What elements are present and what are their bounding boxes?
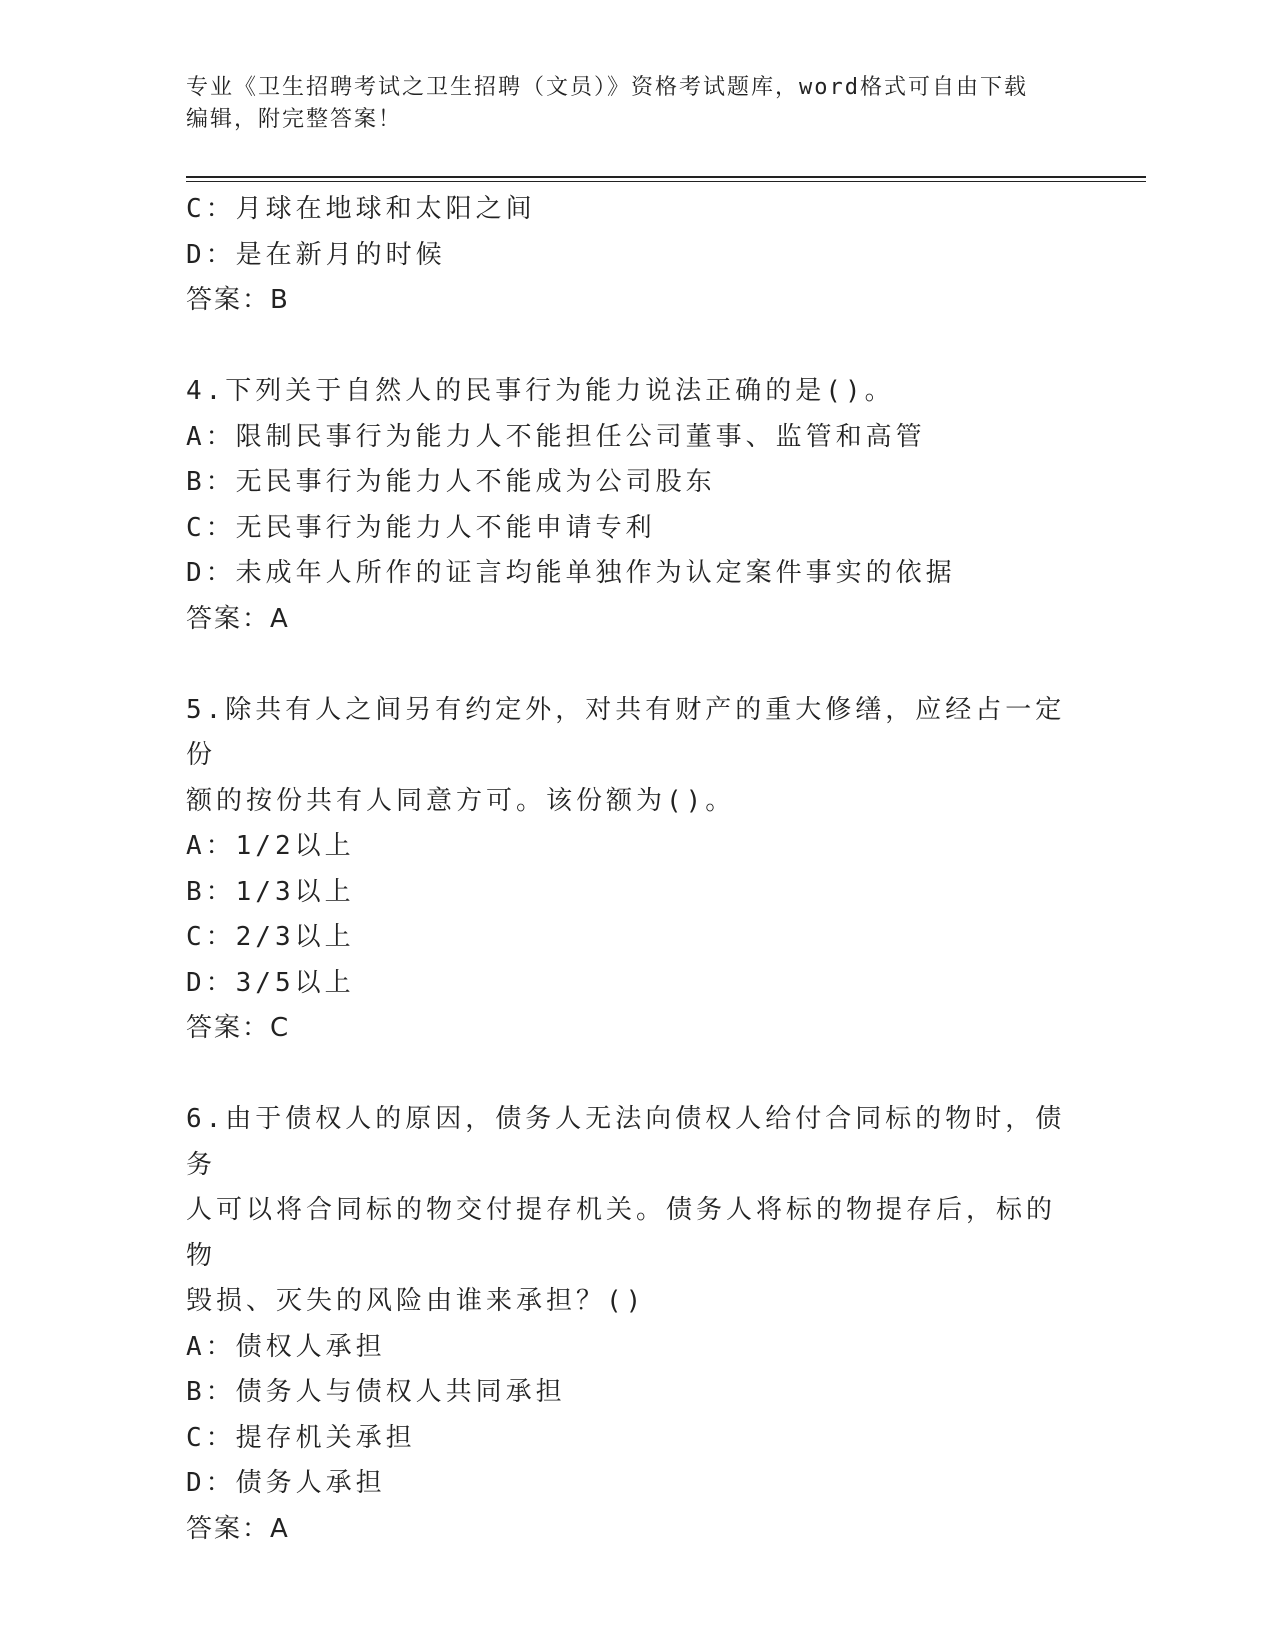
option-d: D：债务人承担 (186, 1468, 386, 1498)
question-text-line-2: 额的按份共有人同意方可。该份额为()。 (186, 785, 736, 816)
question-6 (186, 1097, 1066, 1552)
header-rule-thin (186, 181, 1146, 182)
question-3-tail (186, 187, 1066, 324)
option-c: C：月球在地球和太阳之间 (186, 194, 536, 224)
option-c: C：提存机关承担 (186, 1422, 416, 1453)
header-line-2: 编辑，附完整答案！ (186, 107, 403, 132)
option-a: A：1/2以上 (186, 831, 355, 861)
option-b: B：债务人与债权人共同承担 (186, 1377, 566, 1407)
answer: 答案：A (186, 603, 290, 634)
question-text-line-1: 6.由于债权人的原因，债务人无法向债权人给付合同标的物时，债务 (186, 1104, 1066, 1180)
question-text-line-1: 5.除共有人之间另有约定外，对共有财产的重大修缮，应经占一定份 (186, 694, 1066, 770)
spacer (186, 1052, 1066, 1098)
answer: 答案：C (186, 1013, 291, 1043)
question-5 (186, 688, 1066, 1052)
option-d: D：是在新月的时候 (186, 239, 446, 270)
spacer (186, 642, 1066, 688)
header-line-1: 专业《卫生招聘考试之卫生招聘（文员）》资格考试题库，word格式可自由下载 (186, 75, 1028, 100)
option-d: D：未成年人所作的证言均能单独作为认定案件事实的依据 (186, 558, 956, 588)
question-text-line-3: 毁损、灭失的风险由谁来承担？() (186, 1286, 646, 1316)
option-a: A：债权人承担 (186, 1331, 386, 1362)
option-b: B：1/3以上 (186, 876, 355, 907)
option-a: A：限制民事行为能力人不能担任公司董事、监管和高管 (186, 421, 926, 452)
answer: 答案：B (186, 285, 290, 315)
question-text: 4.下列关于自然人的民事行为能力说法正确的是()。 (186, 376, 895, 406)
document-header (186, 72, 1066, 136)
question-4 (186, 369, 1066, 642)
option-c: C：2/3以上 (186, 922, 355, 952)
header-rule-thick (186, 176, 1146, 178)
option-c: C：无民事行为能力人不能申请专利 (186, 512, 656, 543)
question-text-line-2: 人可以将合同标的物交付提存机关。债务人将标的物提存后，标的物 (186, 1195, 1057, 1271)
question-list (186, 187, 1066, 1552)
spacer (186, 324, 1066, 370)
option-b: B：无民事行为能力人不能成为公司股东 (186, 467, 716, 497)
option-d: D：3/5以上 (186, 967, 355, 998)
answer: 答案：A (186, 1513, 290, 1544)
